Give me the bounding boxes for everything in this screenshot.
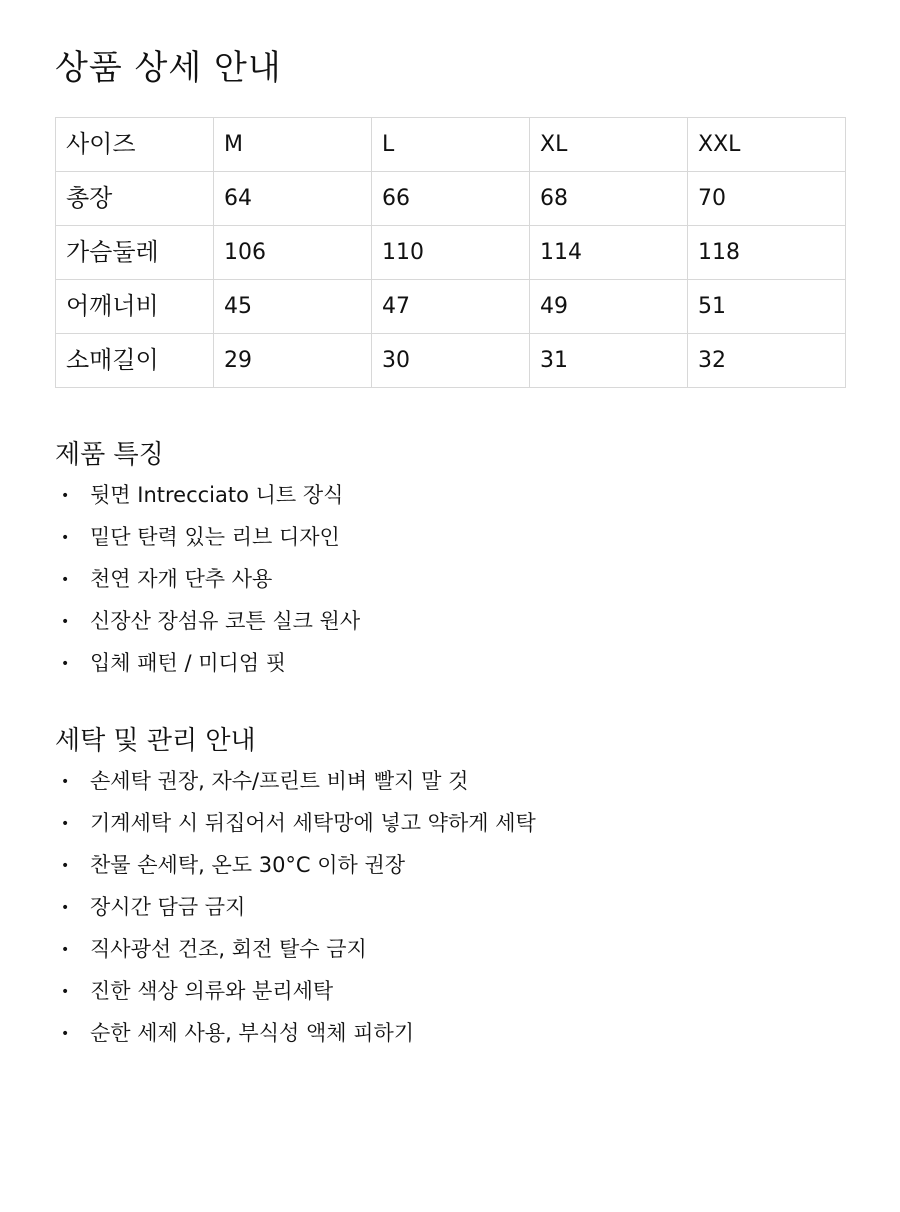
list-item-text: 천연 자개 단추 사용 <box>90 567 273 591</box>
table-cell: L <box>372 118 530 172</box>
row-label: 소매길이 <box>56 334 214 388</box>
list-item-text: 뒷면 Intrecciato 니트 장식 <box>90 483 344 507</box>
features-title: 제품 특징 <box>55 440 164 470</box>
bullet-icon: • <box>61 488 70 504</box>
list-item-text: 순한 세제 사용, 부식성 액체 피하기 <box>90 1021 415 1045</box>
table-cell: XL <box>530 118 688 172</box>
list-item <box>55 928 845 970</box>
table-cell: M <box>214 118 372 172</box>
list-item-text: 손세탁 권장, 자수/프린트 비벼 빨지 말 것 <box>90 769 469 793</box>
bullet-icon: • <box>61 1026 70 1042</box>
list-item <box>55 474 845 516</box>
table-cell: 118 <box>688 226 846 280</box>
page-title: 상품 상세 안내 <box>55 48 282 88</box>
list-item-text: 기계세탁 시 뒤집어서 세탁망에 넣고 약하게 세탁 <box>90 811 536 835</box>
list-item-text: 직사광선 건조, 회전 탈수 금지 <box>90 937 367 961</box>
list-item <box>55 1012 845 1054</box>
list-item-text: 신장산 장섬유 코튼 실크 원사 <box>90 609 361 633</box>
features-list <box>55 474 845 684</box>
bullet-icon: • <box>61 572 70 588</box>
table-cell: 51 <box>688 280 846 334</box>
care-list <box>55 760 845 1054</box>
bullet-icon: • <box>61 900 70 916</box>
row-label: 어깨너비 <box>56 280 214 334</box>
table-cell: 66 <box>372 172 530 226</box>
table-cell: 47 <box>372 280 530 334</box>
list-item-text: 밑단 탄력 있는 리브 디자인 <box>90 525 340 549</box>
list-item <box>55 516 845 558</box>
bullet-icon: • <box>61 984 70 1000</box>
table-cell: 114 <box>530 226 688 280</box>
list-item <box>55 844 845 886</box>
table-cell: 106 <box>214 226 372 280</box>
list-item-text: 찬물 손세탁, 온도 30°C 이하 권장 <box>90 853 406 877</box>
bullet-icon: • <box>61 774 70 790</box>
list-item <box>55 600 845 642</box>
table-cell: 31 <box>530 334 688 388</box>
table-row <box>56 334 846 388</box>
table-cell: 68 <box>530 172 688 226</box>
list-item <box>55 558 845 600</box>
table-cell: 32 <box>688 334 846 388</box>
list-item-text: 입체 패턴 / 미디엄 핏 <box>90 651 287 675</box>
table-row <box>56 118 846 172</box>
row-label: 가슴둘레 <box>56 226 214 280</box>
list-item <box>55 970 845 1012</box>
table-cell: 64 <box>214 172 372 226</box>
table-cell: 30 <box>372 334 530 388</box>
row-label: 총장 <box>56 172 214 226</box>
row-label: 사이즈 <box>56 118 214 172</box>
bullet-icon: • <box>61 614 70 630</box>
care-title: 세탁 및 관리 안내 <box>55 726 256 756</box>
table-row <box>56 280 846 334</box>
table-cell: 110 <box>372 226 530 280</box>
bullet-icon: • <box>61 656 70 672</box>
table-row <box>56 172 846 226</box>
list-item-text: 진한 색상 의류와 분리세탁 <box>90 979 334 1003</box>
list-item <box>55 760 845 802</box>
size-table <box>55 117 846 388</box>
list-item <box>55 802 845 844</box>
list-item <box>55 642 845 684</box>
bullet-icon: • <box>61 816 70 832</box>
bullet-icon: • <box>61 942 70 958</box>
table-cell: 45 <box>214 280 372 334</box>
bullet-icon: • <box>61 530 70 546</box>
list-item <box>55 886 845 928</box>
table-cell: 49 <box>530 280 688 334</box>
table-row <box>56 226 846 280</box>
table-cell: 29 <box>214 334 372 388</box>
table-cell: 70 <box>688 172 846 226</box>
table-cell: XXL <box>688 118 846 172</box>
bullet-icon: • <box>61 858 70 874</box>
list-item-text: 장시간 담금 금지 <box>90 895 246 919</box>
